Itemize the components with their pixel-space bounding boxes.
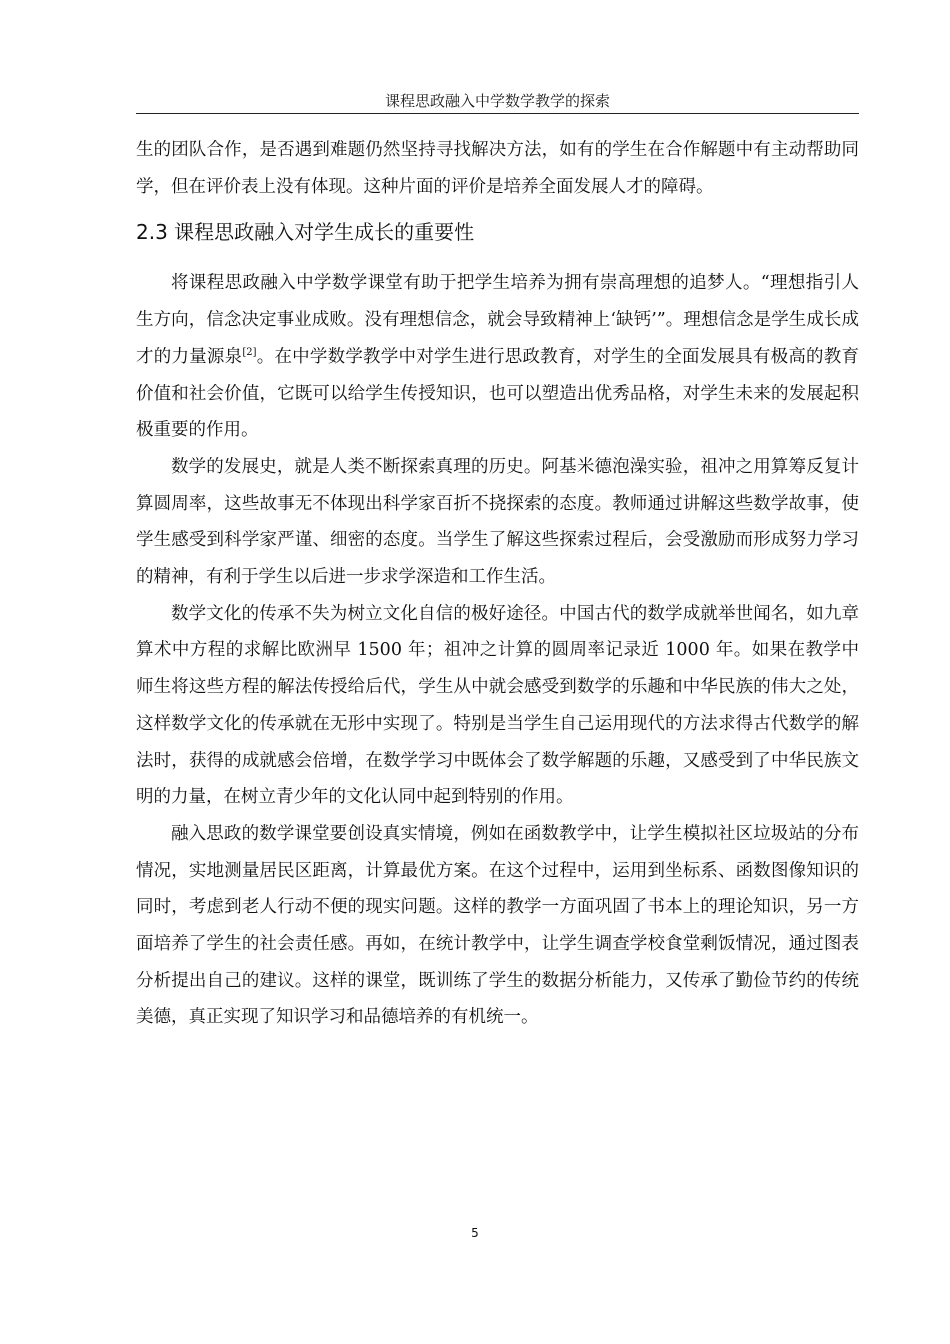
- paragraph-4: 融入思政的数学课堂要创设真实情境，例如在函数教学中，让学生模拟社区垃圾站的分布情况，实地测量居民区距离，计算最优方案。在这个过程中，运用到坐标系、函数图像知识的同时，考虑到老人行动不便的现实问题。这样的教学一方面巩固了书本上的理论知识，另一方面培养了学生的社会责任感。再如，在统计教学中，让学生调查学校食堂剩饭情况，通过图表分析提出自己的建议。这样的课堂，既训练了学生的数据分析能力，又传承了勤俭节约的传统美德，真正实现了知识学习和品德培养的有机统一。: [136, 823, 859, 1028]
- paragraph-1: [136, 265, 859, 449]
- paragraph-3: 数学文化的传承不失为树立文化自信的极好途径。中国古代的数学成就举世闻名，如九章算术中方程的求解比欧洲早 1500 年；祖冲之计算的圆周率记录近 1000 年。如果在教学中师生将这些方程的解法传授给后代，学生从中就会感受到数学的乐趣和中华民族的伟大之处，这样数学文化的传承就在无形中实现了。特别是当学生自己运用现代的方法求得古代数学的解法时，获得的成就感会倍增，在数学学习中既体会了数学解题的乐趣，又感受到了中华民族文明的力量，在树立青少年的文化认同中起到特别的作用。: [136, 603, 859, 808]
- continuation-paragraph: 生的团队合作，是否遇到难题仍然坚持寻找解决方法，如有的学生在合作解题中有主动帮助同学，但在评价表上没有体现。这种片面的评价是培养全面发展人才的障碍。: [136, 140, 859, 197]
- paragraph-1-text-continued: 。在中学数学教学中对学生进行思政教育，对学生的全面发展具有极高的教育价值和社会价值，它既可以给学生传授知识，也可以塑造出优秀品格，对学生未来的发展起积极重要的作用。: [136, 346, 860, 441]
- citation-reference[interactable]: [2]: [242, 346, 257, 358]
- paragraph-1-text: 将课程思政融入中学数学课堂有助于把学生培养为拥有崇高理想的追梦人。“理想指引人生方向，信念决定事业成败。没有理想信念，就会导致精神上‘缺钙’”。理想信念是学生成长成才的力量源泉: [136, 273, 859, 367]
- page-number: 5: [471, 1226, 479, 1240]
- section-heading: 2.3 课程思政融入对学生成长的重要性: [136, 220, 475, 245]
- body-text: [136, 132, 859, 1036]
- paragraph-2: 数学的发展史，就是人类不断探索真理的历史。阿基米德泡澡实验，祖冲之用算筹反复计算圆周率，这些故事无不体现出科学家百折不挠探索的态度。教师通过讲解这些数学故事，使学生感受到科学家严谨、细密的态度。当学生了解这些探索过程后，会受激励而形成努力学习的精神，有利于学生以后进一步求学深造和工作生活。: [136, 456, 859, 588]
- running-header: 课程思政融入中学数学教学的探索: [384, 92, 610, 110]
- header-rule: [136, 113, 859, 114]
